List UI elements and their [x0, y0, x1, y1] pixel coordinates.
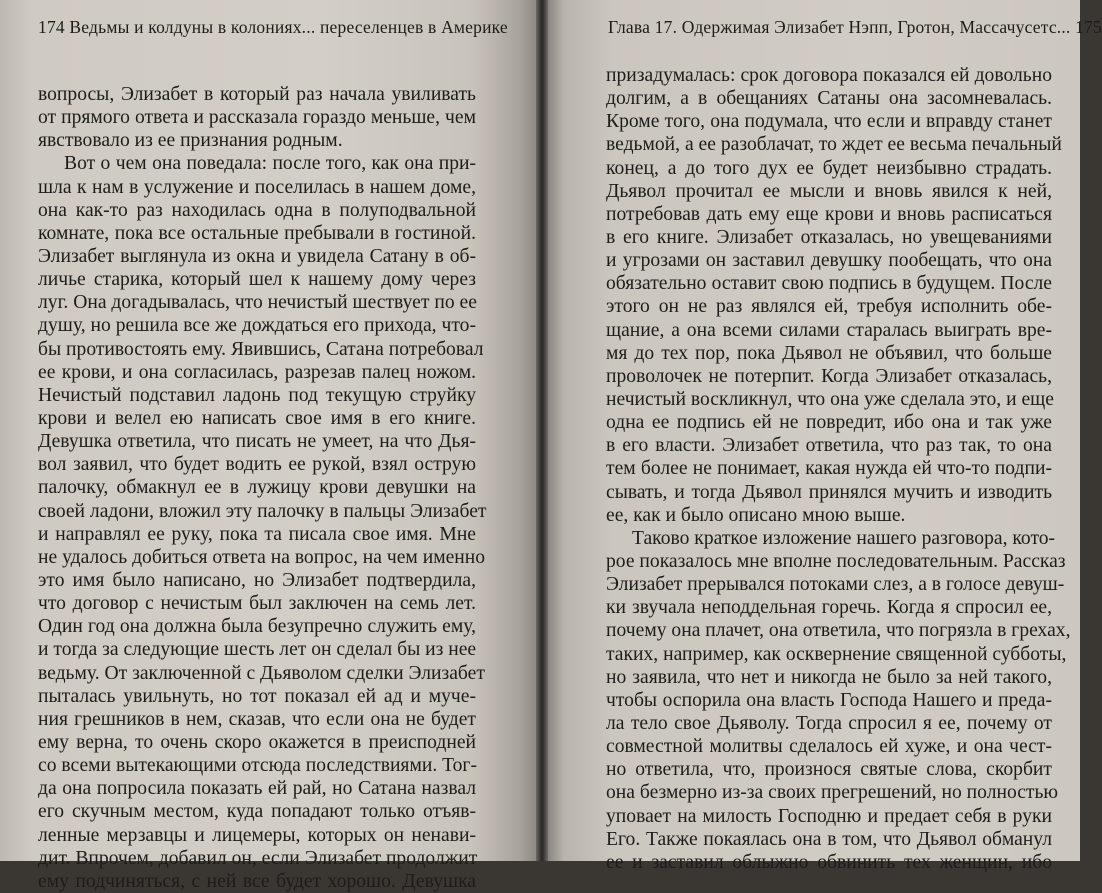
text-line: ния грешников в нем, сказав, что если она не будет — [38, 708, 476, 730]
text-line: палочку, обмакнул ее в лужицу крови девушки на — [38, 477, 476, 499]
text-line: нечистый воскликнул, что она уже сделала это, и еще — [606, 388, 1054, 410]
text-line: комнате, пока все остальные пребывали в гостиной. — [38, 222, 476, 244]
text-line: обязательно оставит свою подпись в будущем. После — [606, 273, 1052, 295]
text-line: да она попросила показать ей рай, но Сатана назвал — [38, 778, 476, 800]
text-line: но заявила, что нет и никогда не было за ней такого, — [606, 666, 1052, 688]
text-line: она как-то раз находилась одна в полуподвальной — [38, 199, 476, 221]
text-line: ее и заставил облыжно обвинить тех женщин, ибо — [606, 851, 1052, 873]
text-line: но ответила, что, произнося святые слова, скорбит — [606, 759, 1052, 781]
text-line: призадумалась: срок договора показался ей довольно — [606, 65, 1052, 86]
text-line: его скучным местом, куда попадают только отъяв- — [38, 801, 476, 823]
text-line: бы противостоять ему. Явившись, Сатана потребовал — [38, 338, 484, 360]
text-line: сывать, и тогда Дьявол принялся мучить и изводить — [606, 481, 1052, 503]
text-line: со всеми вытекающими отсюда последствиями. Тог- — [38, 755, 477, 777]
text-line: одна ее подпись ей не повредит, ибо она и так уже — [606, 412, 1052, 434]
text-line: в его власти. Элизабет ответила, что раз так, то она — [606, 435, 1052, 457]
running-head-right: Глава 17. Одержимая Элизабет Нэпп, Гротон, Массачусетс... 175 — [608, 17, 1102, 37]
text-line: Девушка ответила, что писать не умеет, на что Дья- — [38, 431, 476, 453]
text-line: Вот о чем она поведала: после того, как она при- — [64, 153, 476, 175]
text-line: явствовало из ее признания родным. — [38, 130, 343, 152]
text-line: рое показалось мне вполне последовательным. Рассказ — [606, 550, 1066, 572]
text-line: вопросы, Элизабет в который раз начала увиливать — [38, 84, 476, 105]
text-line: ведьму. От заключенной с Дьяволом сделки Элизабет — [38, 662, 485, 684]
text-line: вол заявил, что будет водить ее рукой, взял острую — [38, 454, 476, 476]
text-line: таких, например, как осквернение священной субботы, — [606, 643, 1067, 665]
text-line: ленные мерзавцы и лицемеры, которых он ненави- — [38, 824, 476, 846]
text-line: Его. Также покаялась она в том, что Дьявол обманул — [606, 828, 1052, 850]
text-line: Таково краткое изложение нашего разговора, кото- — [632, 527, 1056, 549]
text-line: ведьмой, а ее разоблачат, то ждет ее весьма печальный — [606, 134, 1062, 156]
text-line: Дьявол прочитал ее мысли и вновь явился к ней, — [606, 180, 1052, 202]
text-line: душу, но решила все же дождаться его прихода, что- — [38, 315, 476, 337]
text-line: ки звучала неподдельная горечь. Когда я спросил ее, — [606, 597, 1052, 619]
text-line: и угрозами он заставил девушку пообещать, что она — [606, 250, 1052, 272]
book-gutter — [536, 0, 548, 861]
text-line: ее, как и было описано мною выше. — [606, 504, 906, 526]
right-page — [548, 0, 1102, 873]
text-line: дит. Впрочем, добавил он, если Элизабет продолжит — [38, 847, 478, 869]
text-line: не удалось добиться ответа на вопрос, на чем именно — [38, 546, 486, 568]
text-line: тем более не понимает, какая нужда ей что-то подпи- — [606, 458, 1052, 480]
text-line: ее крови, и она согласилась, разрезав палец ножом. — [38, 361, 476, 383]
text-line: мя до тех пор, пока Дьявол не объявил, что больше — [606, 342, 1052, 364]
text-line: чтобы оспорила она власть Господа Нашего и преда- — [606, 689, 1052, 711]
text-line: щание, а она всеми силами старалась выиграть вре- — [606, 319, 1052, 341]
text-line: ла тело свое Дьяволу. Тогда спросил я ее, почему от — [606, 712, 1052, 734]
text-line: личье старика, который шел к нашему дому через — [38, 269, 476, 291]
text-line: Элизабет выглянула из окна и увидела Сатану в об- — [38, 245, 476, 267]
text-line: уповает на милость Господню и предает себя в руки — [606, 805, 1052, 827]
text-line: конец, а до того дух ее будет неизбывно страдать. — [606, 157, 1052, 179]
text-line: ему верна, то очень скоро окажется в преисподней — [38, 731, 476, 753]
text-line: Элизабет прерывался потоками слез, а в голосе девуш- — [606, 574, 1065, 596]
text-line: Нечистый подставил ладонь под текущую струйку — [38, 384, 476, 406]
text-line: луг. Она догадывалась, что нечистый шествует по ее — [38, 292, 477, 314]
text-line: долгим, а в обещаниях Сатаны она засомневалась. — [606, 88, 1052, 110]
text-line: крови и велел ею написать свое имя в его книге. — [38, 407, 476, 429]
text-line: своей ладони, вложил эту палочку в пальцы Элизабет — [38, 500, 487, 522]
text-line: что договор с нечистым был заключен на семь лет. — [38, 593, 476, 615]
text-line: проволочек не потерпит. Когда Элизабет отказалась, — [606, 365, 1052, 387]
text-line: шла к нам в услужение и поселилась в нашем доме, — [38, 176, 476, 198]
running-head-left: 174 Ведьмы и колдуны в колониях... переселенцев в Америке — [38, 17, 508, 37]
left-page — [0, 0, 536, 892]
text-line: почему она плачет, она ответила, что погрязла в грехах, — [606, 620, 1071, 642]
text-line: и направлял ее руку, пока та писала свое имя. Мне — [38, 523, 476, 545]
text-line: и тогда за следующие шесть лет он сделал бы из нее — [38, 639, 477, 661]
text-line: Кроме того, она подумала, что если и вправду станет — [606, 111, 1052, 133]
text-line: Один год она должна была безупречно служить ему, — [38, 616, 476, 638]
left-body-text — [38, 83, 487, 893]
text-line: совместной молитвы сделалось ей хуже, и она чест- — [606, 736, 1052, 758]
text-line: это имя было написано, но Элизабет подтвердила, — [38, 569, 476, 591]
right-body-text — [606, 64, 1071, 874]
text-line: пыталась увильнуть, но тот показал ей ад и муче- — [38, 685, 476, 707]
text-line: от прямого ответа и рассказала гораздо меньше, чем — [38, 107, 476, 129]
text-line: она безмерно из-за своих прегрешений, но полностью — [606, 782, 1059, 804]
text-line: потребовав дать ему еще крови и вновь расписаться — [606, 203, 1052, 225]
text-line: этого он не раз являлся ей, требуя исполнить обе- — [606, 296, 1052, 318]
text-line: в его книге. Элизабет отказалась, но увещеваниями — [606, 226, 1052, 248]
text-line: ему подчиняться, с ней все будет хорошо. Девушка — [38, 870, 476, 892]
